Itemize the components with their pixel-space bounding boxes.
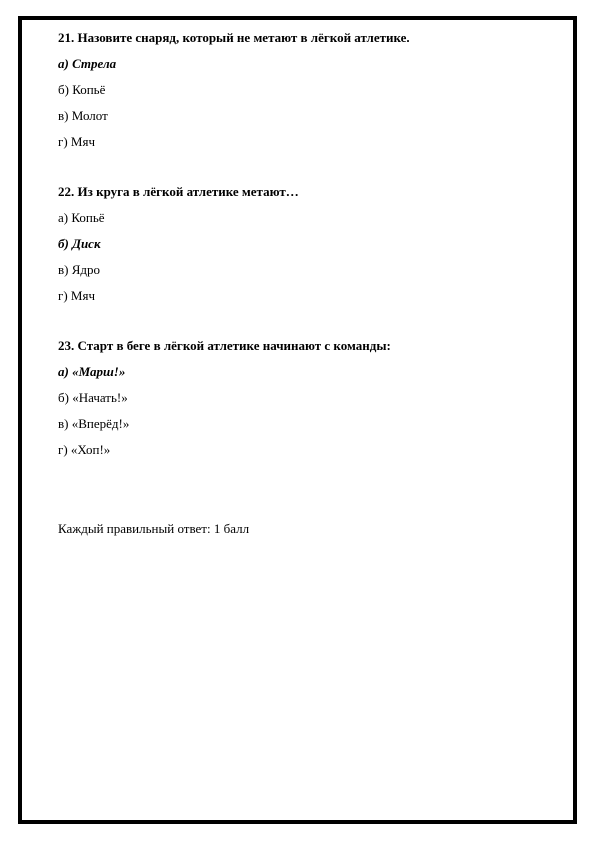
- option: в) Молот: [58, 108, 108, 123]
- spacer: [58, 314, 558, 338]
- question-22: [58, 184, 558, 304]
- option-correct: а) Стрела: [58, 56, 117, 71]
- option: б) «Начать!»: [58, 390, 128, 405]
- option-correct: а) «Марш!»: [58, 364, 126, 379]
- question-23: [58, 338, 558, 458]
- option: в) Ядро: [58, 262, 101, 277]
- question-text: 21. Назовите снаряд, который не метают в лёгкой атлетике.: [58, 30, 410, 45]
- option: г) «Хоп!»: [58, 442, 111, 457]
- spacer: [58, 160, 558, 184]
- option: б) Копьё: [58, 82, 106, 97]
- option: а) Копьё: [58, 210, 105, 225]
- option: г) Мяч: [58, 288, 95, 303]
- scoring-note: Каждый правильный ответ: 1 балл: [58, 521, 250, 536]
- option: г) Мяч: [58, 134, 95, 149]
- option: в) «Вперёд!»: [58, 416, 130, 431]
- question-text: 22. Из круга в лёгкой атлетике метают…: [58, 184, 299, 199]
- question-21: [58, 30, 558, 150]
- questions-container: [58, 30, 558, 468]
- question-text: 23. Старт в беге в лёгкой атлетике начинают с команды:: [58, 338, 391, 353]
- option-correct: б) Диск: [58, 236, 101, 251]
